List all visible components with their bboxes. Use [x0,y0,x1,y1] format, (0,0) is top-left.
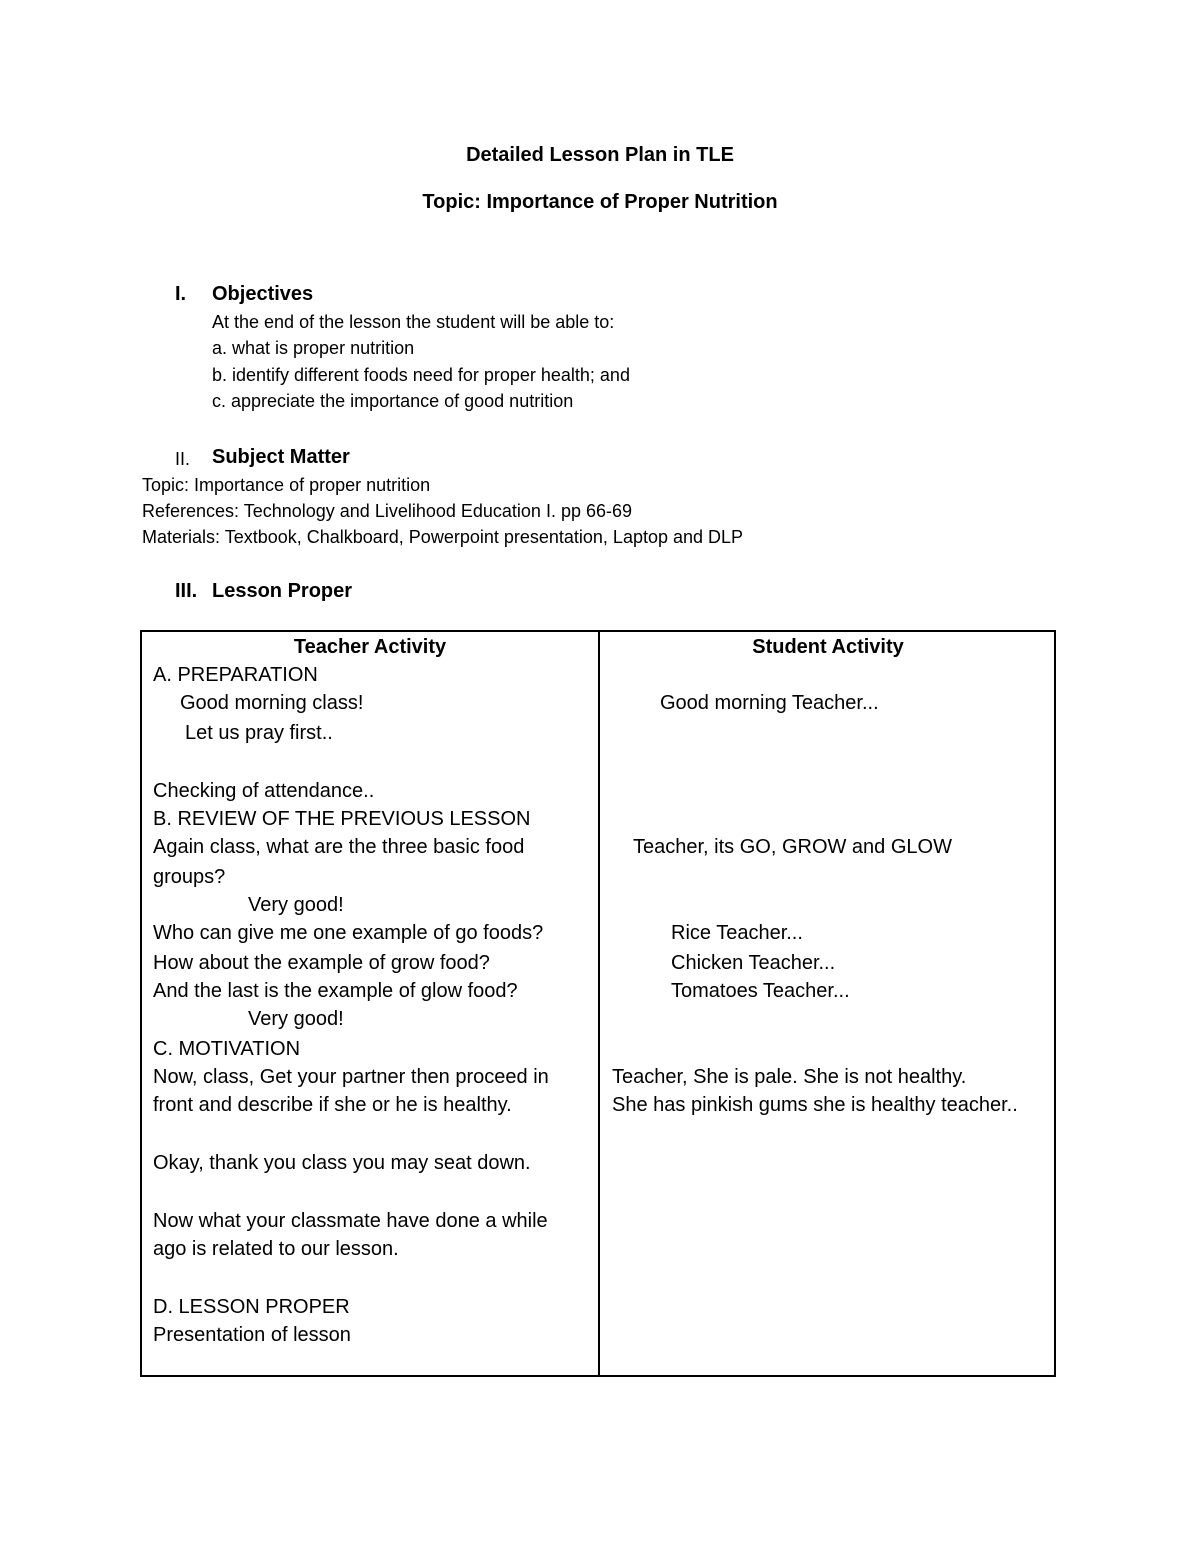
teacher-line-presentation: Presentation of lesson [153,1324,351,1346]
lesson-proper-number: III. [175,580,198,602]
objective-item-b: b. identify different foods need for proper health; and [212,365,630,385]
teacher-line-related: ago is related to our lesson. [153,1238,399,1260]
teacher-line-go-foods: Who can give me one example of go foods? [153,922,544,944]
student-line-pinkish: She has pinkish gums she is healthy teacher.. [612,1094,1018,1116]
teacher-line-very-good-2: Very good! [248,1008,344,1030]
teacher-line-classmate: Now what your classmate have done a while [153,1210,548,1232]
topic-heading: Topic: Importance of Proper Nutrition [422,191,778,213]
objective-item-a: a. what is proper nutrition [212,338,415,358]
subject-matter-number: II. [175,449,191,469]
teacher-line-prayer: Let us pray first.. [185,722,333,744]
student-line-groups: Teacher, its GO, GROW and GLOW [633,836,952,858]
teacher-line-preparation: A. PREPARATION [153,664,318,686]
teacher-line-attendance: Checking of attendance.. [153,780,375,802]
student-line-pale: Teacher, She is pale. She is not healthy. [612,1066,967,1088]
student-activity-header: Student Activity [752,636,904,658]
subject-topic-line: Topic: Importance of proper nutrition [142,475,431,495]
teacher-line-grow-food: How about the example of grow food? [153,952,490,974]
teacher-line-describe: front and describe if she or he is healthy. [153,1094,512,1116]
student-line-tomatoes: Tomatoes Teacher... [671,980,850,1002]
table-column-divider [598,630,600,1377]
teacher-line-seat-down: Okay, thank you class you may seat down. [153,1152,531,1174]
teacher-activity-header: Teacher Activity [293,636,447,658]
subject-references-line: References: Technology and Livelihood Education I. pp 66-69 [142,501,633,521]
student-line-chicken: Chicken Teacher... [671,952,836,974]
teacher-line-review: B. REVIEW OF THE PREVIOUS LESSON [153,808,531,830]
objectives-intro: At the end of the lesson the student will be able to: [212,312,615,332]
teacher-line-greeting: Good morning class! [180,692,364,714]
teacher-line-question-groups: Again class, what are the three basic food [153,836,525,858]
student-line-greeting: Good morning Teacher... [660,692,879,714]
teacher-line-motivation: C. MOTIVATION [153,1038,301,1060]
objective-item-c: c. appreciate the importance of good nutrition [212,391,574,411]
teacher-line-lesson-proper: D. LESSON PROPER [153,1296,350,1318]
document-title: Detailed Lesson Plan in TLE [466,144,734,166]
teacher-line-groups-cont: groups? [153,866,226,888]
student-line-rice: Rice Teacher... [671,922,803,944]
teacher-line-very-good-1: Very good! [248,894,344,916]
teacher-line-partner: Now, class, Get your partner then proceed in [153,1066,549,1088]
objectives-title: Objectives [212,283,314,305]
teacher-line-glow-food: And the last is the example of glow food? [153,980,518,1002]
objectives-number: I. [175,283,187,305]
subject-matter-title: Subject Matter [212,446,350,468]
lesson-proper-title: Lesson Proper [212,580,353,602]
subject-materials-line: Materials: Textbook, Chalkboard, Powerpoint presentation, Laptop and DLP [142,527,744,547]
